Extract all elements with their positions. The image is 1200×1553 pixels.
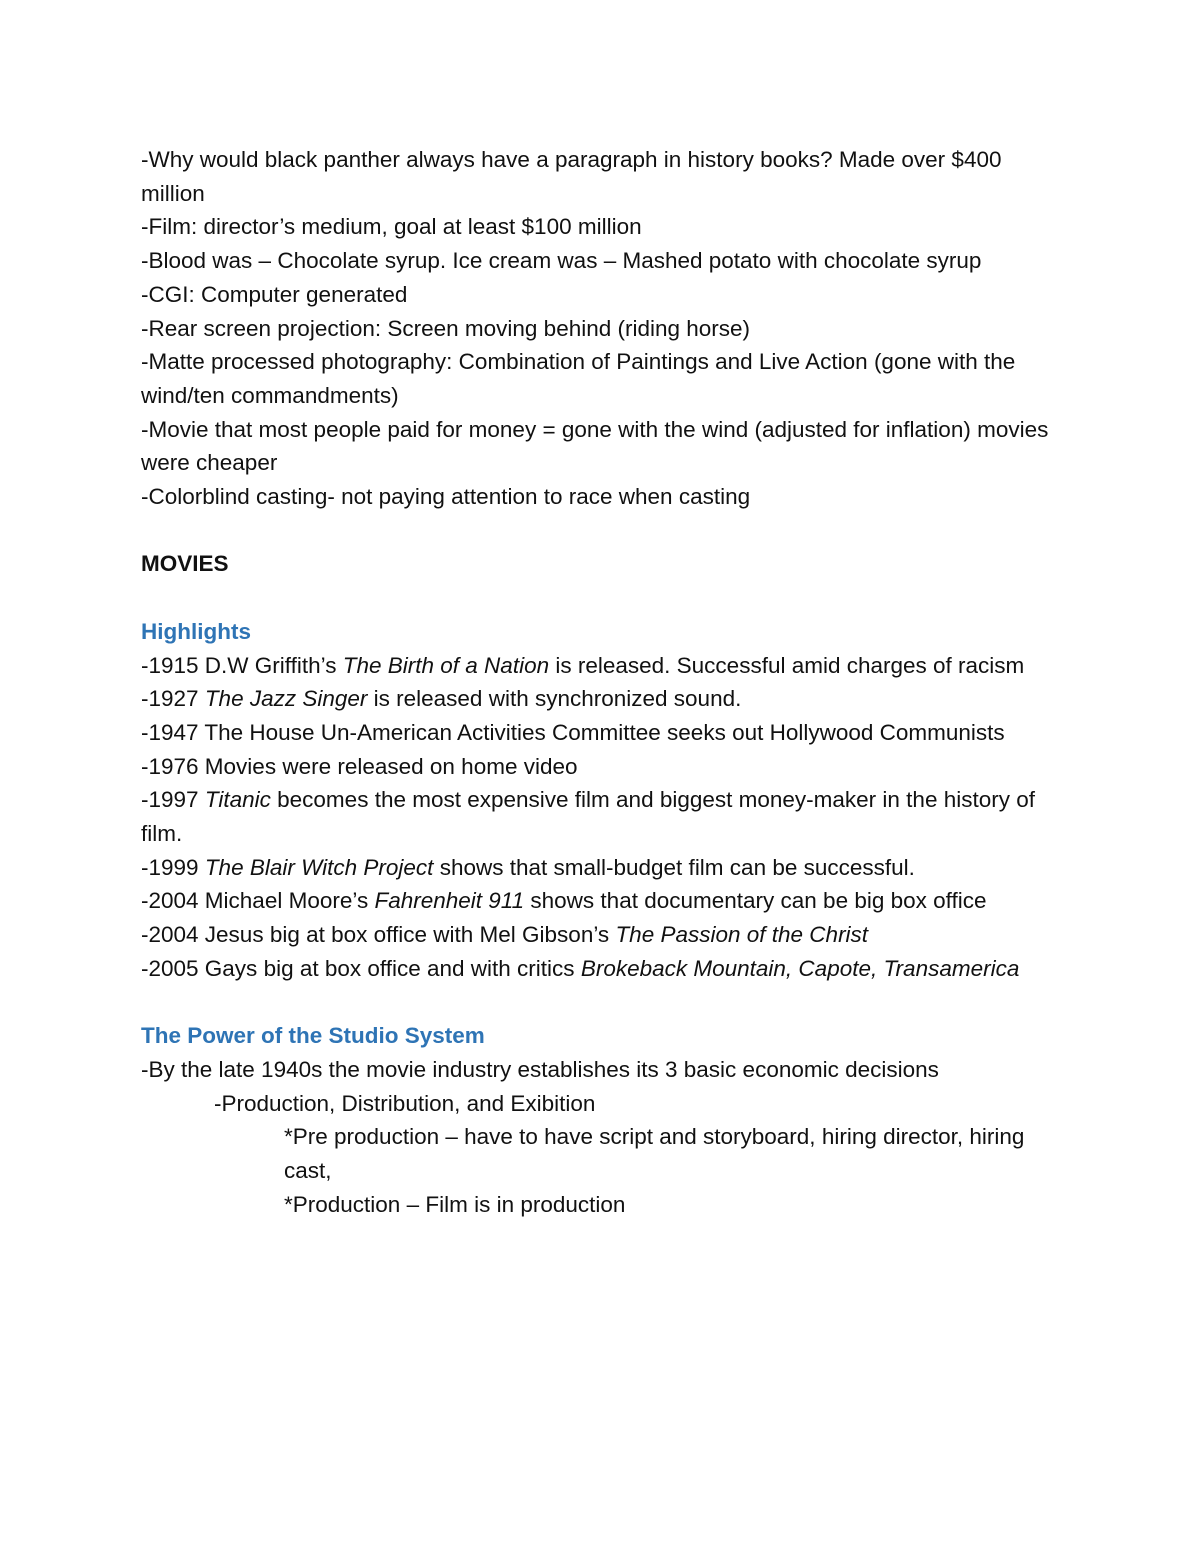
blank-line (141, 986, 1061, 1020)
highlight-text: shows that small-budget film can be successful. (433, 854, 915, 880)
film-title: The Blair Witch Project (204, 854, 434, 880)
highlight-text: -2004 Jesus big at box office with Mel Gibson’s (141, 922, 616, 948)
film-title: The Jazz Singer (204, 686, 368, 712)
highlight-item (141, 716, 1061, 750)
note-line: -Film: director’s medium, goal at least $100 million (141, 214, 642, 240)
highlight-text: -1999 (141, 854, 205, 880)
studio-point: *Production – Film is in production (284, 1191, 626, 1217)
note-line: -Blood was – Chocolate syrup. Ice cream was – Mashed potato with chocolate syrup (141, 248, 982, 274)
highlight-item (141, 682, 1061, 716)
note-line: -Rear screen projection: Screen moving behind (riding horse) (141, 315, 751, 341)
blank-line (141, 514, 1061, 548)
note-line: -Movie that most people paid for money = gone with the wind (adjusted for inflation) movies were cheaper (141, 416, 1049, 476)
highlight-text: -2005 Gays big at box office and with critics (141, 955, 581, 981)
film-title: Fahrenheit 911 (374, 888, 525, 914)
highlight-text: is released. Successful amid charges of racism (549, 652, 1025, 678)
highlight-text: shows that documentary can be big box office (524, 888, 987, 914)
studio-intro: -By the late 1940s the movie industry establishes its 3 basic economic decisions (141, 1056, 939, 1082)
highlight-item (141, 750, 1061, 784)
movies-heading: MOVIES (141, 551, 229, 577)
highlight-text: -1915 D.W Griffith’s (141, 652, 343, 678)
film-title: Titanic (204, 787, 271, 813)
film-title: The Birth of a Nation (342, 652, 550, 678)
highlight-item (141, 884, 1061, 918)
highlight-text: -1947 The House Un-American Activities Committee seeks out Hollywood Communists (141, 719, 1005, 745)
highlight-text: -1976 Movies were released on home video (141, 753, 578, 779)
highlight-text: -1927 (141, 686, 205, 712)
highlight-text: becomes the most expensive film and biggest money-maker in the history of film. (141, 787, 1036, 847)
highlight-item (141, 851, 1061, 885)
highlight-text: is released with synchronized sound. (367, 686, 742, 712)
note-line: -Matte processed photography: Combination of Paintings and Live Action (gone with the wind/ten commandments) (141, 349, 1016, 408)
note-line: -Colorblind casting- not paying attention to race when casting (141, 484, 751, 510)
studio-point: *Pre production – have to have script and storyboard, hiring director, hiring cast, (284, 1124, 1025, 1184)
studio-system-heading: The Power of the Studio System (141, 1023, 485, 1049)
film-title: Brokeback Mountain, Capote, Transamerica (580, 955, 1020, 981)
document-page (141, 143, 1061, 1221)
film-title: The Passion of the Christ (615, 922, 869, 948)
note-line: -CGI: Computer generated (141, 281, 408, 307)
highlight-text: -2004 Michael Moore’s (141, 888, 375, 914)
highlight-text: -1997 (141, 787, 205, 813)
highlight-item (141, 918, 1061, 952)
note-line: -Why would black panther always have a paragraph in history books? Made over $400 million (141, 147, 1002, 206)
studio-sub-item: -Production, Distribution, and Exibition (214, 1090, 596, 1116)
blank-line (141, 581, 1061, 615)
highlights-heading: Highlights (141, 618, 251, 644)
highlight-item (141, 783, 1061, 850)
highlight-item (141, 952, 1061, 986)
highlight-item (141, 649, 1061, 683)
